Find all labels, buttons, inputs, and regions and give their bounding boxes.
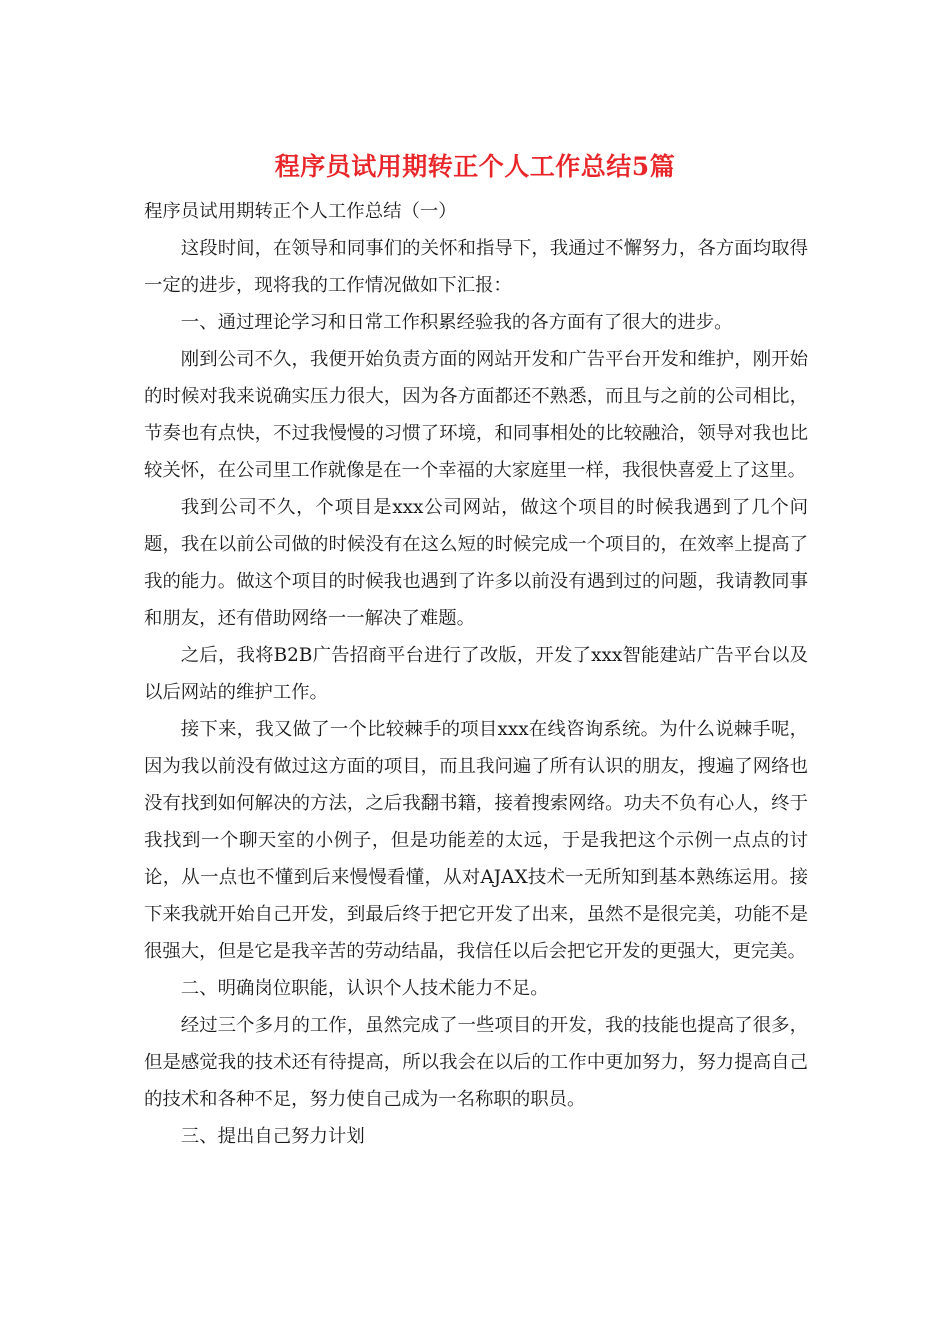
paragraph: 之后，我将B2B广告招商平台进行了改版，开发了xxx智能建站广告平台以及以后网站的维护工作。 xyxy=(144,645,808,703)
document-body xyxy=(144,193,808,1155)
document-title: 程序员试用期转正个人工作总结5篇 xyxy=(274,152,676,181)
paragraph: 经过三个多月的工作，虽然完成了一些项目的开发，我的技能也提高了很多，但是感觉我的技术还有待提高，所以我会在以后的工作中更加努力，努力提高自己的技术和各种不足，努力使自己成为一名称职的职员。 xyxy=(144,1015,808,1110)
subsection-heading: 二、明确岗位职能，认识个人技术能力不足。 xyxy=(180,978,549,999)
paragraph: 接下来，我又做了一个比较棘手的项目xxx在线咨询系统。为什么说棘手呢，因为我以前没有做过这方面的项目，而且我问遍了所有认识的朋友，搜遍了网络也没有找到如何解决的方法，之后我翻书籍，接着搜索网络。功夫不负有心人，终于我找到一个聊天室的小例子，但是功能差的太远，于是我把这个示例一点点的讨论，从一点也不懂到后来慢慢看懂，从对AJAX技术一无所知到基本熟练运用。接下来我就开始自己开发，到最后终于把它开发了出来，虽然不是很完美，功能不是很强大，但是它是我辛苦的劳动结晶，我信任以后会把它开发的更强大，更完美。 xyxy=(144,719,808,962)
paragraph: 我到公司不久，个项目是xxx公司网站，做这个项目的时候我遇到了几个问题，我在以前公司做的时候没有在这么短的时候完成一个项目的，在效率上提高了我的能力。做这个项目的时候我也遇到了许多以前没有遇到过的问题，我请教同事和朋友，还有借助网络一一解决了难题。 xyxy=(144,497,808,629)
paragraph: 这段时间，在领导和同事们的关怀和指导下，我通过不懈努力，各方面均取得一定的进步，现将我的工作情况做如下汇报： xyxy=(144,238,808,296)
subsection-heading: 一、通过理论学习和日常工作积累经验我的各方面有了很大的进步。 xyxy=(180,312,733,333)
paragraph: 刚到公司不久，我便开始负责方面的网站开发和广告平台开发和维护，刚开始的时候对我来说确实压力很大，因为各方面都还不熟悉，而且与之前的公司相比，节奏也有点快，不过我慢慢的习惯了环境，和同事相处的比较融洽，领导对我也比较关怀，在公司里工作就像是在一个幸福的大家庭里一样，我很快喜爱上了这里。 xyxy=(144,349,808,481)
section-heading: 程序员试用期转正个人工作总结（一） xyxy=(144,201,457,222)
subsection-heading: 三、提出自己努力计划 xyxy=(180,1126,365,1147)
